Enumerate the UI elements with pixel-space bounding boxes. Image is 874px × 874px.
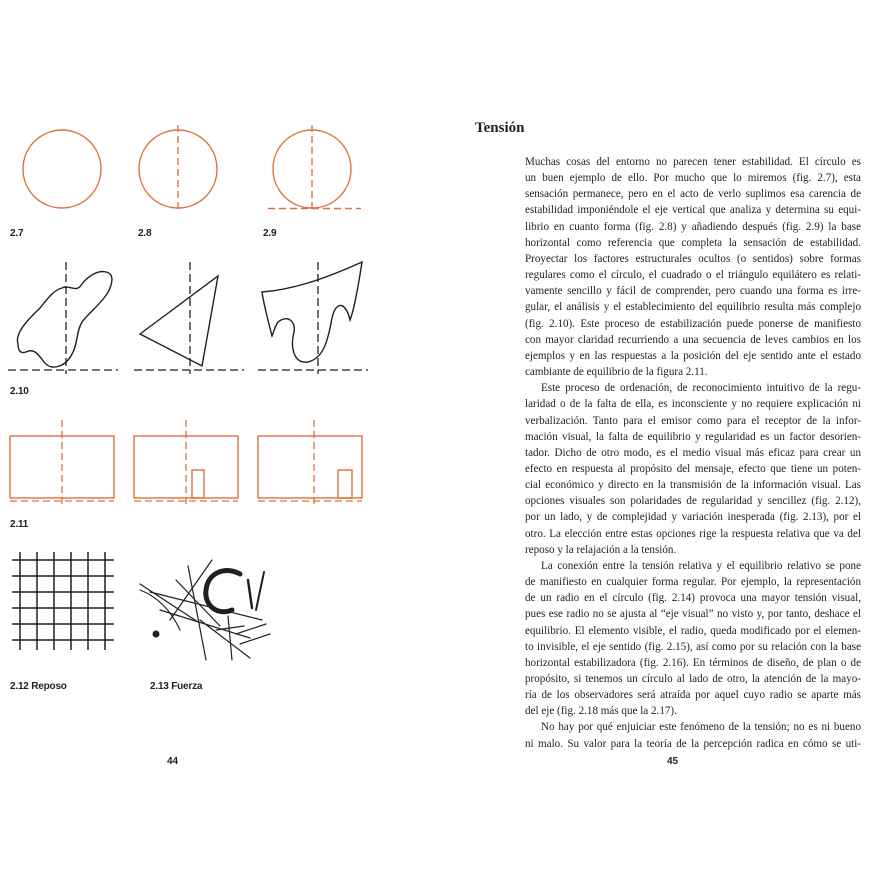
- figure-2-7-circle: [10, 125, 116, 225]
- text-line: tador. Dicho de otro modo, es el medio visual más eficaz para crear un: [525, 446, 861, 459]
- text-line: reposo y la relajación a la tensión.: [525, 543, 677, 556]
- text-line: un buen ejemplo de ello. Por mucho que lo miremos (fig. 2.7), esta: [525, 172, 861, 185]
- text-line: propósito, si tenemos un círculo al lado de otro, la atención de la mayo-: [525, 673, 861, 685]
- figure-2-10-irregular-shape: [258, 262, 370, 377]
- text-line: mación visual, la falta de equilibrio y regularidad es un factor desorien-: [525, 430, 861, 443]
- caption-fig-2-12: 2.12 Reposo: [10, 681, 67, 692]
- text-line: con mayor claridad recurriendo a una secuencia de leves cambios en los: [525, 333, 861, 346]
- text-line: gular, el análisis y el establecimiento del equilibrio resulta más complejo: [525, 301, 861, 314]
- caption-fig-2-9: 2.9: [263, 228, 277, 239]
- body-text: [525, 154, 861, 752]
- text-line: ría de los observadores será atraída por aquel cuyo radio se aparte más: [525, 689, 861, 702]
- text-line: otro. La elección entre estas opciones rige la respuesta relativa que va del: [525, 527, 861, 540]
- text-line: sensación permanece, pero en el acto de verlo suplimos esa carencia de: [525, 188, 861, 201]
- text-line: regulares como el círculo, el cuadrado o el triángulo equilátero es relati-: [525, 269, 861, 282]
- figure-2-10-irregular-triangle: [134, 262, 246, 377]
- text-line: por un lado, y de complejidad y variación inesperada (fig. 2.13), por el: [525, 511, 861, 524]
- caption-fig-2-8: 2.8: [138, 228, 152, 239]
- text-line: No hay por qué enjuiciar este fenómeno de la tensión; no es ni bueno: [541, 721, 861, 734]
- text-line: (fig. 2.10). Este proceso de estabilización puede ponerse de manifiesto: [525, 317, 861, 330]
- text-line: horizontal como referencia que completa la sensación de estabilidad.: [525, 236, 861, 249]
- text-line: pues ese radio no se ajusta al “eje visual” no visto y, por tanto, deshace el: [525, 608, 861, 621]
- text-line: laridad o de la falta de ella, es inconsciente y no requiere explicación ni: [525, 398, 861, 411]
- figure-2-11-rectangle-a: [8, 420, 118, 510]
- page-number-right: 45: [667, 756, 679, 767]
- text-line: horizontal estabilizadora (fig. 2.16). En términos de diseño, de plan o de: [525, 656, 861, 669]
- text-line: Este proceso de ordenación, de reconocimiento intuitivo de la regu-: [541, 382, 861, 395]
- caption-fig-2-10: 2.10: [10, 386, 29, 397]
- figure-2-11-rectangle-b: [132, 420, 242, 510]
- text-line: de un radio en el círculo (fig. 2.14) provoca una mayor tensión visual,: [525, 592, 861, 605]
- text-line: verbalización. Tanto para el emisor como para el receptor de la infor-: [525, 414, 861, 427]
- text-line: cambiante de equilibrio de la figura 2.11.: [525, 366, 708, 379]
- section-heading: Tensión: [475, 120, 525, 136]
- text-line: efecto en respuesta al propósito del mensaje, efecto que tiene un poten-: [525, 462, 861, 475]
- figure-2-10-irregular-blob: [8, 262, 120, 377]
- text-line: cial económico y directo en la transmisión de la información visual. Las: [525, 479, 861, 492]
- text-line: librio en cuanto forma (fig. 2.8) y añadiendo después (fig. 2.9) la base: [525, 220, 861, 233]
- figure-2-8-circle-axis: [134, 125, 240, 225]
- caption-fig-2-7: 2.7: [10, 228, 24, 239]
- text-line: opciones visuales son polaridades de regularidad y sencillez (fig. 2.12),: [525, 495, 861, 508]
- caption-fig-2-11: 2.11: [10, 519, 29, 530]
- text-line: Proyectar los factores estructurales ocultos (o sentidos) sobre formas: [525, 252, 861, 265]
- figure-2-12-grid: [12, 552, 122, 652]
- text-line: ni malo. Su valor para la teoría de la percepción radica en cómo se uti-: [525, 737, 861, 750]
- caption-fig-2-13: 2.13 Fuerza: [150, 681, 203, 692]
- figure-2-11-rectangle-c: [256, 420, 366, 510]
- text-line: ejemplos y en las respuestas a la posición del eje sentido ante el estado: [525, 349, 861, 362]
- text-line: del eje (fig. 2.18 más que la 2.17).: [525, 705, 677, 718]
- right-page: [437, 0, 874, 874]
- text-line: Muchas cosas del entorno no parecen tener estabilidad. El círculo es: [525, 156, 861, 168]
- text-line: vamente sencillo y fácil de comprender, pero cuando una forma es irre-: [525, 285, 861, 298]
- text-line: La conexión entre la tensión relativa y el equilibrio relativo se pone: [541, 559, 861, 572]
- text-line: equilibrio. El elemento visible, el radio, queda modificado por el elemen-: [525, 624, 861, 637]
- text-line: to invisible, el eje sentido (fig. 2.15), así como por su relación con la base: [525, 640, 861, 653]
- page-number-left: 44: [167, 756, 179, 767]
- figure-2-9-circle-axis-base: [258, 125, 364, 225]
- text-line: estabilidad imponiéndole el eje vertical que analiza y determina su equi-: [525, 204, 861, 217]
- figure-2-13-force-composition: [140, 560, 280, 670]
- text-line: de manifiesto en cualquier forma regular. Por ejemplo, la representación: [525, 576, 861, 589]
